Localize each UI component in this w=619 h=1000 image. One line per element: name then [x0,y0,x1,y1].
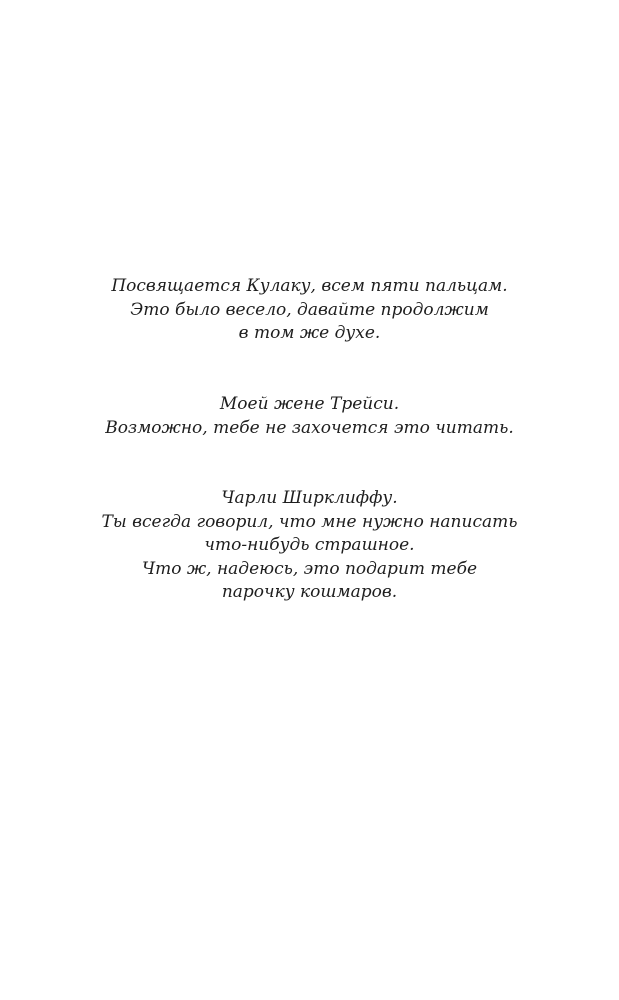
dedication-paragraph-friend [0,487,619,605]
dedication-paragraph-fist [0,275,619,346]
dedication-line: Моей жене Трейси. [219,394,400,414]
dedication-line: Возможно, тебе не захочется это читать. [105,417,514,438]
dedication-line: Что ж, надеюсь, это подарит тебе [141,558,478,579]
dedication-paragraph-wife [0,393,619,440]
dedication-line: Это было весело, давайте продолжим [130,299,489,320]
dedication-line: парочку кошмаров. [221,582,398,602]
dedication-line: Ты всегда говорил, что мне нужно написать [101,511,518,532]
dedication-line: Посвящается Кулаку, всем пяти пальцам. [111,276,508,296]
dedication-line: Чарли Ширклиффу. [221,488,398,508]
dedication-line: в том же духе. [238,323,381,343]
dedication-line: что-нибудь страшное. [204,535,415,555]
